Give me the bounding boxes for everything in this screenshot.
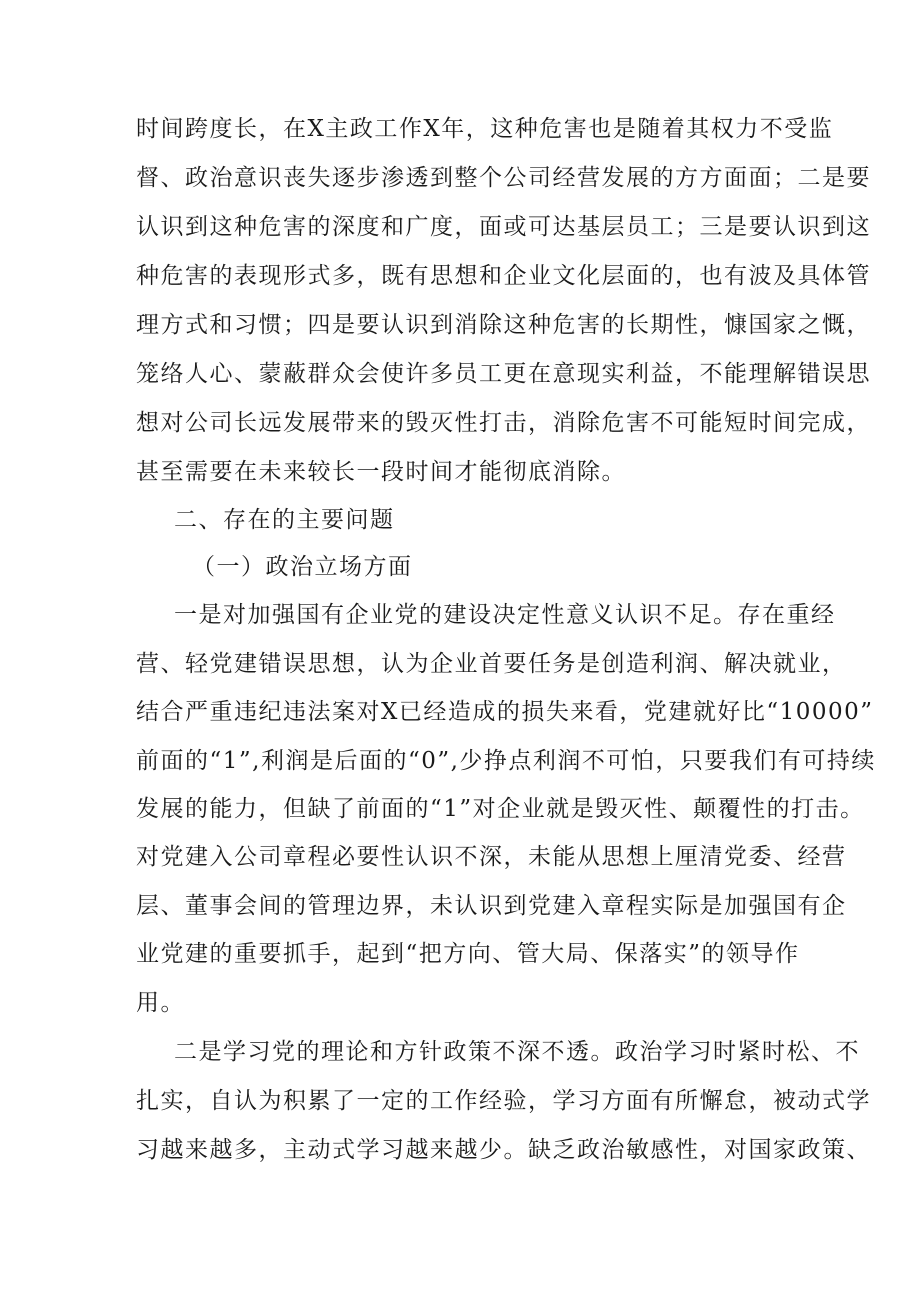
paragraph-line: 时间跨度长，在X主政工作X年，这种危害也是随着其权力不受监 <box>136 116 834 142</box>
subsection-heading: （一）政治立场方面 <box>192 554 413 580</box>
paragraph-line: 认识到这种危害的深度和广度，面或可达基层员工；三是要认识到这 <box>136 214 871 240</box>
paragraph-line: 督、政治意识丧失逐步渗透到整个公司经营发展的方方面面；二是要 <box>136 165 871 191</box>
paragraph-line: 习越来越多，主动式学习越来越少。缺乏政治敏感性，对国家政策、 <box>136 1137 871 1163</box>
paragraph-line: 想对公司长远发展带来的毁灭性打击，消除危害不可能短时间完成， <box>136 410 871 436</box>
paragraph-line: 种危害的表现形式多，既有思想和企业文化层面的，也有波及具体管 <box>136 263 871 289</box>
paragraph-line: 结合严重违纪违法案对X已经造成的损失来看，党建就好比“10000” <box>136 699 874 725</box>
paragraph-line: 层、董事会间的管理边界，未认识到党建入章程实际是加强国有企 <box>136 893 847 919</box>
section-heading: 二、存在的主要问题 <box>174 507 395 533</box>
paragraph-line: 发展的能力，但缺了前面的“1”对企业就是毁灭性、颠覆性的打击。 <box>136 796 865 822</box>
paragraph-line: 甚至需要在未来较长一段时间才能彻底消除。 <box>136 459 626 485</box>
paragraph-line: 二是学习党的理论和方针政策不深不透。政治学习时紧时松、不 <box>174 1039 860 1065</box>
paragraph-line: 业党建的重要抓手，起到“把方向、管大局、保落实”的领导作 <box>136 941 800 967</box>
paragraph-line: 笼络人心、蒙蔽群众会使许多员工更在意现实利益，不能理解错误思 <box>136 361 871 387</box>
paragraph-line: 营、轻党建错误思想，认为企业首要任务是创造利润、解决就业， <box>136 651 847 677</box>
paragraph-line: 用。 <box>136 990 185 1016</box>
paragraph-line: 前面的“1”,利润是后面的“0”,少挣点利润不可怕，只要我们有可持续 <box>136 748 876 774</box>
paragraph-line: 扎实，自认为积累了一定的工作经验，学习方面有所懈怠，被动式学 <box>136 1088 871 1114</box>
paragraph-line: 一是对加强国有企业党的建设决定性意义认识不足。存在重经 <box>174 602 836 628</box>
paragraph-line: 对党建入公司章程必要性认识不深，未能从思想上厘清党委、经营 <box>136 844 847 870</box>
paragraph-line: 理方式和习惯；四是要认识到消除这种危害的长期性，慷国家之慨， <box>136 312 871 338</box>
